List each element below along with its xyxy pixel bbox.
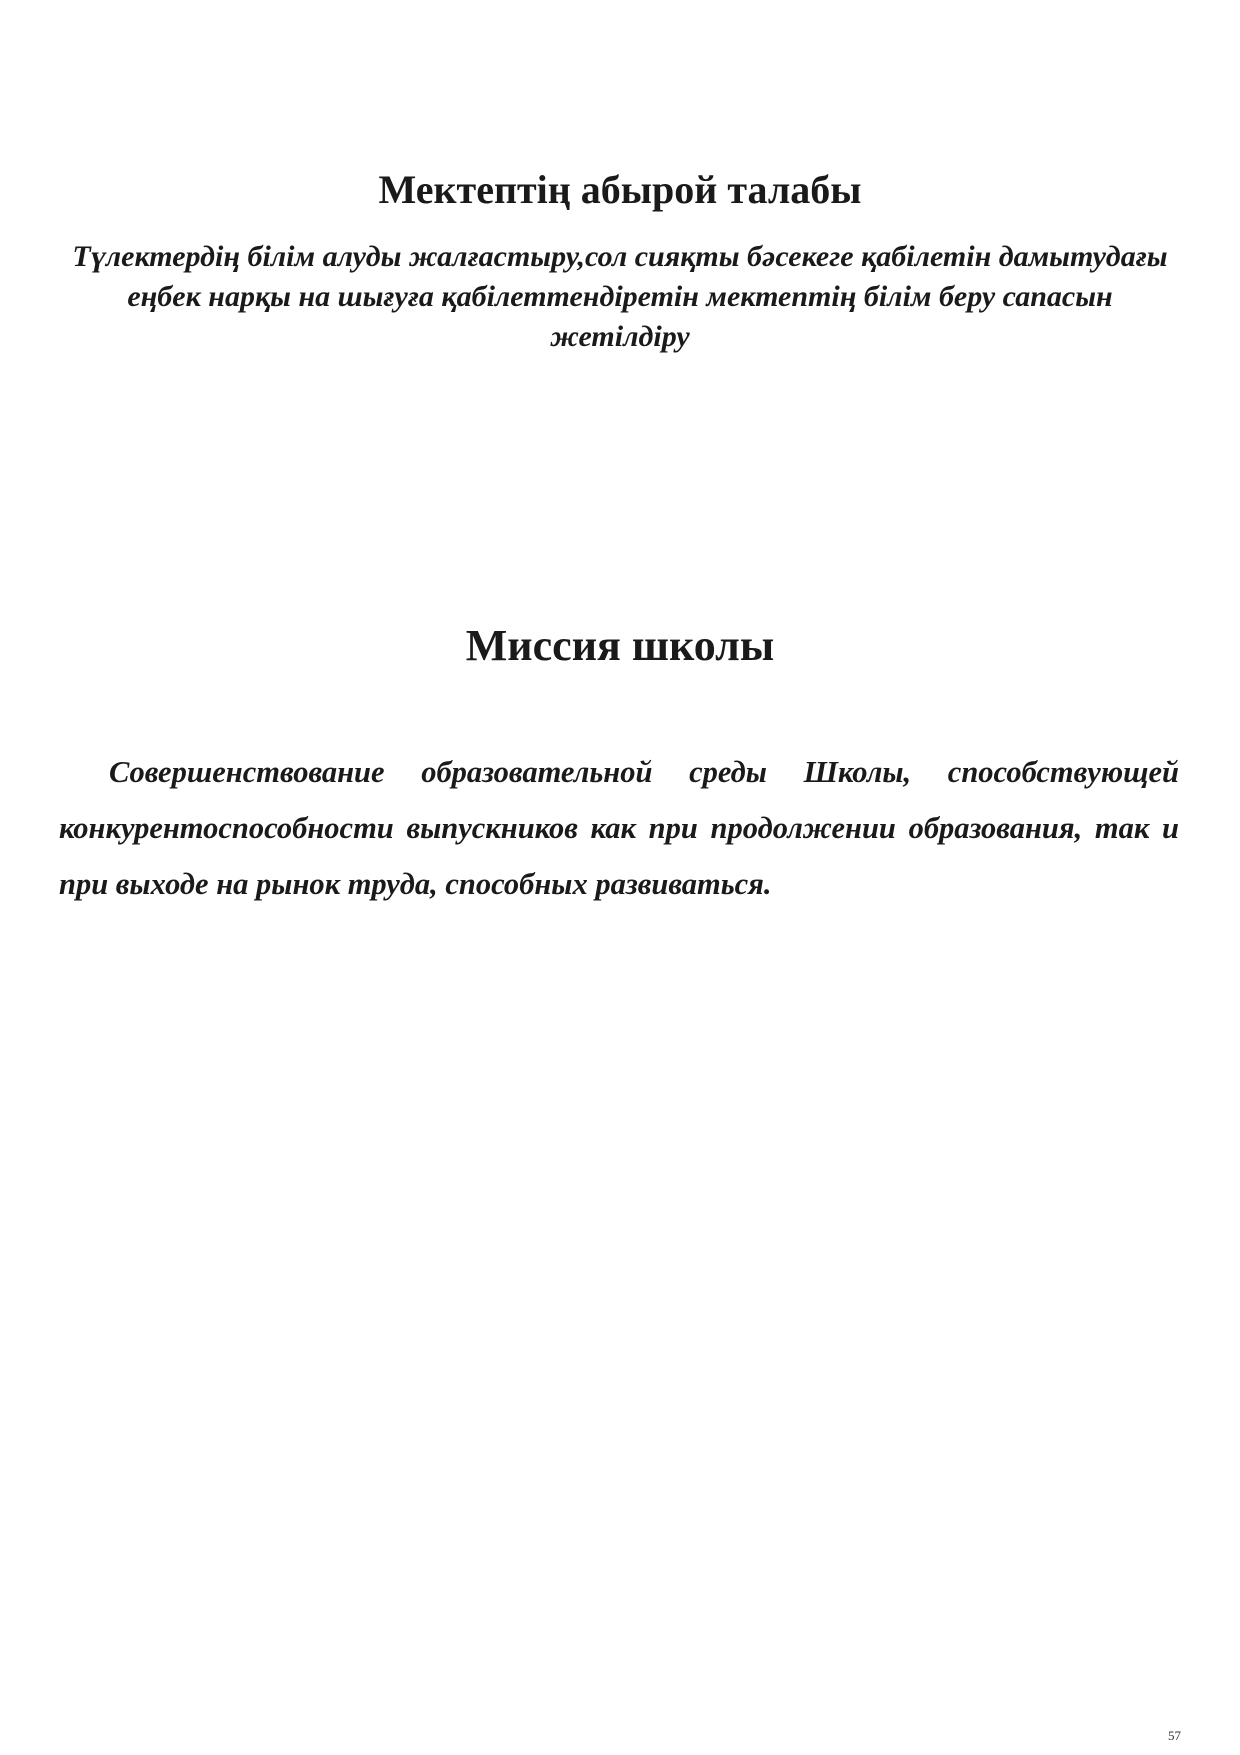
kazakh-section-text: Түлектердің білім алуды жалғастыру,сол сияқты бәсекеге қабілетін дамытудағы еңбек нарқы на шығуға қабілеттендіретін мектептің білім беру сапасын жетілдіру <box>72 240 1168 353</box>
page-number: 57 <box>1168 1728 1181 1743</box>
kazakh-section-title: Мектептің абырой талабы <box>378 167 862 212</box>
mission-text: Совершенствование образовательной среды Школы, способствующей конкурентоспособности выпускников как при продолжении образования, так и при выходе на рынок труда, способных развиваться. <box>59 755 1179 901</box>
mission-title: Миссия школы <box>465 621 775 670</box>
